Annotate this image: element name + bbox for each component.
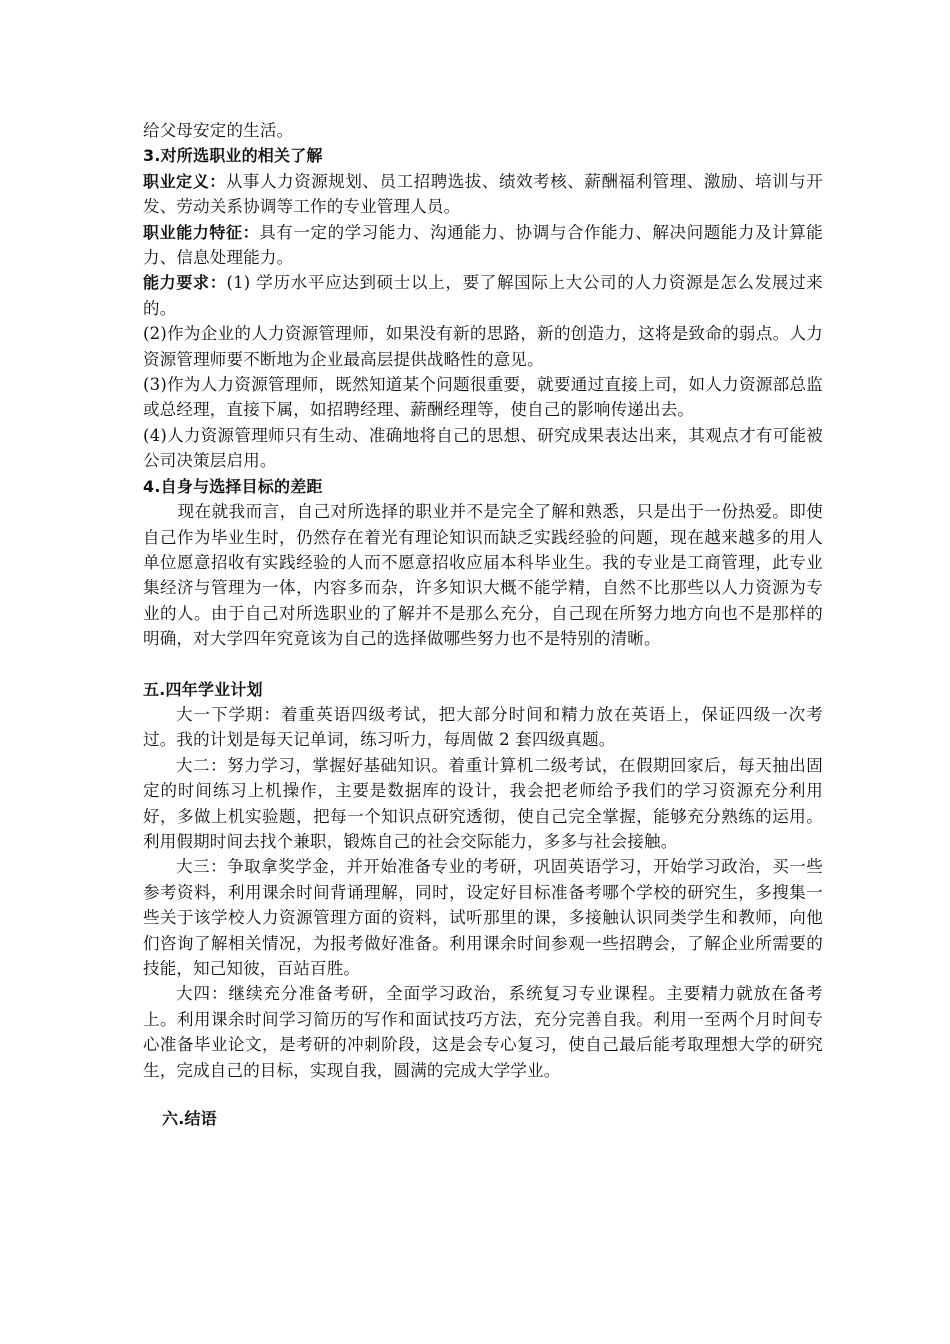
ability-requirement-item-2: (2)作为企业的人力资源管理师，如果没有新的思路，新的创造力，这将是致命的弱点。人力资源管理师要不断地为企业最高层提供战略性的意见。 xyxy=(143,324,823,369)
ability-requirement-paragraph xyxy=(143,270,823,321)
career-ability-text: 具有一定的学习能力、沟通能力、协调与合作能力、解决问题能力及计算能力、信息处理能力。 xyxy=(143,222,823,268)
section-3-heading: 3.对所选职业的相关了解 xyxy=(143,146,323,166)
career-ability-paragraph xyxy=(143,220,823,271)
spacer xyxy=(143,1083,823,1106)
career-ability-label: 职业能力特征： xyxy=(143,222,260,242)
section-6-heading: 六.结语 xyxy=(162,1109,217,1129)
ability-requirement-item-3: (3)作为人力资源管理师，既然知道某个问题很重要，就要通过直接上司，如人力资源部总监或总经理，直接下属，如招聘经理、薪酬经理等，使自己的影响传递出去。 xyxy=(143,375,823,420)
spacer xyxy=(143,652,823,677)
career-definition-label: 职业定义： xyxy=(143,171,226,191)
plan-sophomore-paragraph: 大二：努力学习，掌握好基础知识。着重计算机二级考试，在假期回家后，每天抽出固定的时间练习上机操作，主要是数据库的设计，我会把老师给予我们的学习资源充分利用好，多做上机实验题，把每一个知识点研究透彻，使自己完全掌握，能够充分熟练的运用。利用假期时间去找个兼职，锻炼自己的社会交际能力，多多与社会接触。 xyxy=(143,755,823,851)
ability-requirement-label: 能力要求： xyxy=(143,273,227,293)
document-body xyxy=(143,118,823,1131)
ability-requirement-item-4: (4)人力资源管理师只有生动、准确地将自己的思想、研究成果表达出来，其观点才有可能被公司决策层启用。 xyxy=(143,425,823,471)
intro-tail-paragraph: 给父母安定的生活。 xyxy=(143,121,294,140)
plan-senior-paragraph: 大四：继续充分准备考研，全面学习政治，系统复习专业课程。主要精力就放在备考上。利用课余时间学习简历的写作和面试技巧方法，充分完善自我。利用一至两个月时间专心准备毕业论文，是考研的冲刺阶段，这是会专心复习，使自己最后能考取理想大学的研究生，完成自己的目标，实现自我，圆满的完成大学学业。 xyxy=(143,984,823,1080)
section-4-heading: 4.自身与选择目标的差距 xyxy=(143,476,323,496)
ability-requirement-item-1: (1) 学历水平应达到硕士以上，要了解国际上大公司的人力资源是怎么发展过来的。 xyxy=(143,273,823,318)
section-5-heading: 五.四年学业计划 xyxy=(143,679,263,699)
section-4-paragraph: 现在就我而言，自己对所选择的职业并不是完全了解和熟悉，只是出于一份热爱。即使自己作为毕业生时，仍然存在着光有理论知识而缺乏实践经验的问题，现在越来越多的用人单位愿意招收有实践经验的人而不愿意招收应届本科毕业生。我的专业是工商管理，此专业集经济与管理为一体，内容多而杂，许多知识大概不能学精，自然不比那些以人力资源为专业的人。由于自己对所选职业的了解并不是那么充分，自己现在所努力地方向也不是那样的明确，对大学四年究竟该为自己的选择做哪些努力也不是特别的清晰。 xyxy=(143,502,823,649)
career-definition-paragraph xyxy=(143,169,823,220)
plan-freshman-paragraph: 大一下学期：着重英语四级考试，把大部分时间和精力放在英语上，保证四级一次考过。我的计划是每天记单词，练习听力，每周做 2 套四级真题。 xyxy=(143,704,823,750)
career-definition-text: 从事人力资源规划、员工招聘选拔、绩效考核、薪酬福利管理、激励、培训与开发、劳动关系协调等工作的专业管理人员。 xyxy=(143,171,823,217)
plan-junior-paragraph: 大三：争取拿奖学金，并开始准备专业的考研，巩固英语学习，开始学习政治，买一些参考资料，利用课余时间背诵理解，同时，设定好目标准备考哪个学校的研究生，多搜集一些关于该学校人力资源管理方面的资料，试听那里的课，多接触认识同类学生和教师，向他们咨询了解相关情况，为报考做好准备。利用课余时间参观一些招聘会，了解企业所需要的技能，知己知彼，百站百胜。 xyxy=(143,857,823,978)
